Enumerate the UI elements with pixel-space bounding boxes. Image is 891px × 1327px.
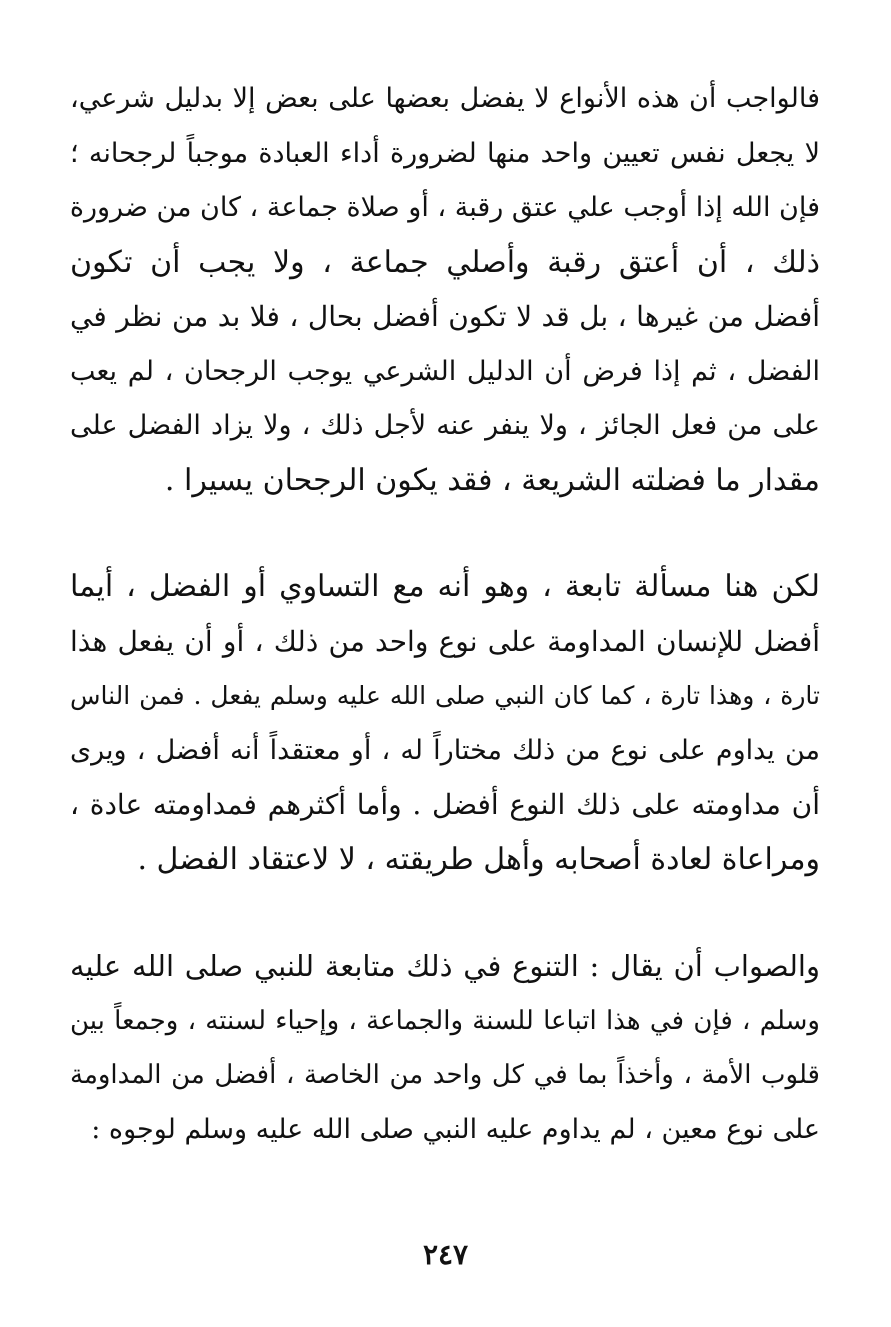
text-line: أفضل من غيرها ، بل قد لا تكون أفضل بحال ، فلا بد من نظر في <box>70 300 820 333</box>
text-line: تارة ، وهذا تارة ، كما كان النبي صلى الله عليه وسلم يفعل . فمن الناس <box>70 681 820 710</box>
text-line: والصواب أن يقال : التنوع في ذلك متابعة للنبي صلى الله عليه <box>70 949 820 983</box>
text-line: ومراعاة لعادة أصحابه وأهل طريقته ، لا لاعتقاد الفضل . <box>137 841 820 877</box>
page-number: ٢٤٧ <box>422 1238 469 1271</box>
text-line: قلوب الأمة ، وأخذاً بما في كل واحد من الخاصة ، أفضل من المداومة <box>70 1060 820 1090</box>
text-line: الفضل ، ثم إذا فرض أن الدليل الشرعي يوجب الرجحان ، لم يعب <box>70 355 820 387</box>
text-line: على من فعل الجائز ، ولا ينفر عنه لأجل ذلك ، ولا يزاد الفضل على <box>70 410 820 441</box>
text-line: وسلم ، فإن في هذا اتباعا للسنة والجماعة ، وإحياء لسنته ، وجمعاً بين <box>70 1005 820 1036</box>
text-line: أفضل للإنسان المداومة على نوع واحد من ذلك ، أو أن يفعل هذا <box>70 624 820 658</box>
paragraph-1 <box>70 72 820 508</box>
text-line: فإن الله إذا أوجب علي عتق رقبة ، أو صلاة جماعة ، كان من ضرورة <box>69 192 820 223</box>
text-line: ذلك ، أن أعتق رقبة وأصلي جماعة ، ولا يجب أن تكون <box>70 244 820 280</box>
text-line: على نوع معين ، لم يداوم عليه النبي صلى الله عليه وسلم لوجوه : <box>91 1113 820 1145</box>
text-line: أن مداومته على ذلك النوع أفضل . وأما أكثرهم فمداومته عادة ، <box>70 788 820 821</box>
text-line: لا يجعل نفس تعيين واحد منها لضرورة أداء العبادة موجباً لرجحانه ؛ <box>70 137 820 169</box>
paragraph-3 <box>70 939 820 1157</box>
text-line: فالواجب أن هذه الأنواع لا يفضل بعضها على بعض إلا بدليل شرعي، <box>70 83 820 114</box>
page-body <box>70 72 820 1157</box>
text-line: من يداوم على نوع من ذلك مختاراً له ، أو معتقداً أنه أفضل ، ويرى <box>70 734 820 766</box>
text-line: لكن هنا مسألة تابعة ، وهو أنه مع التساوي أو الفضل ، أيما <box>70 569 820 604</box>
paragraph-2 <box>70 560 820 887</box>
text-line: مقدار ما فضلته الشريعة ، فقد يكون الرجحان يسيرا . <box>164 462 820 498</box>
